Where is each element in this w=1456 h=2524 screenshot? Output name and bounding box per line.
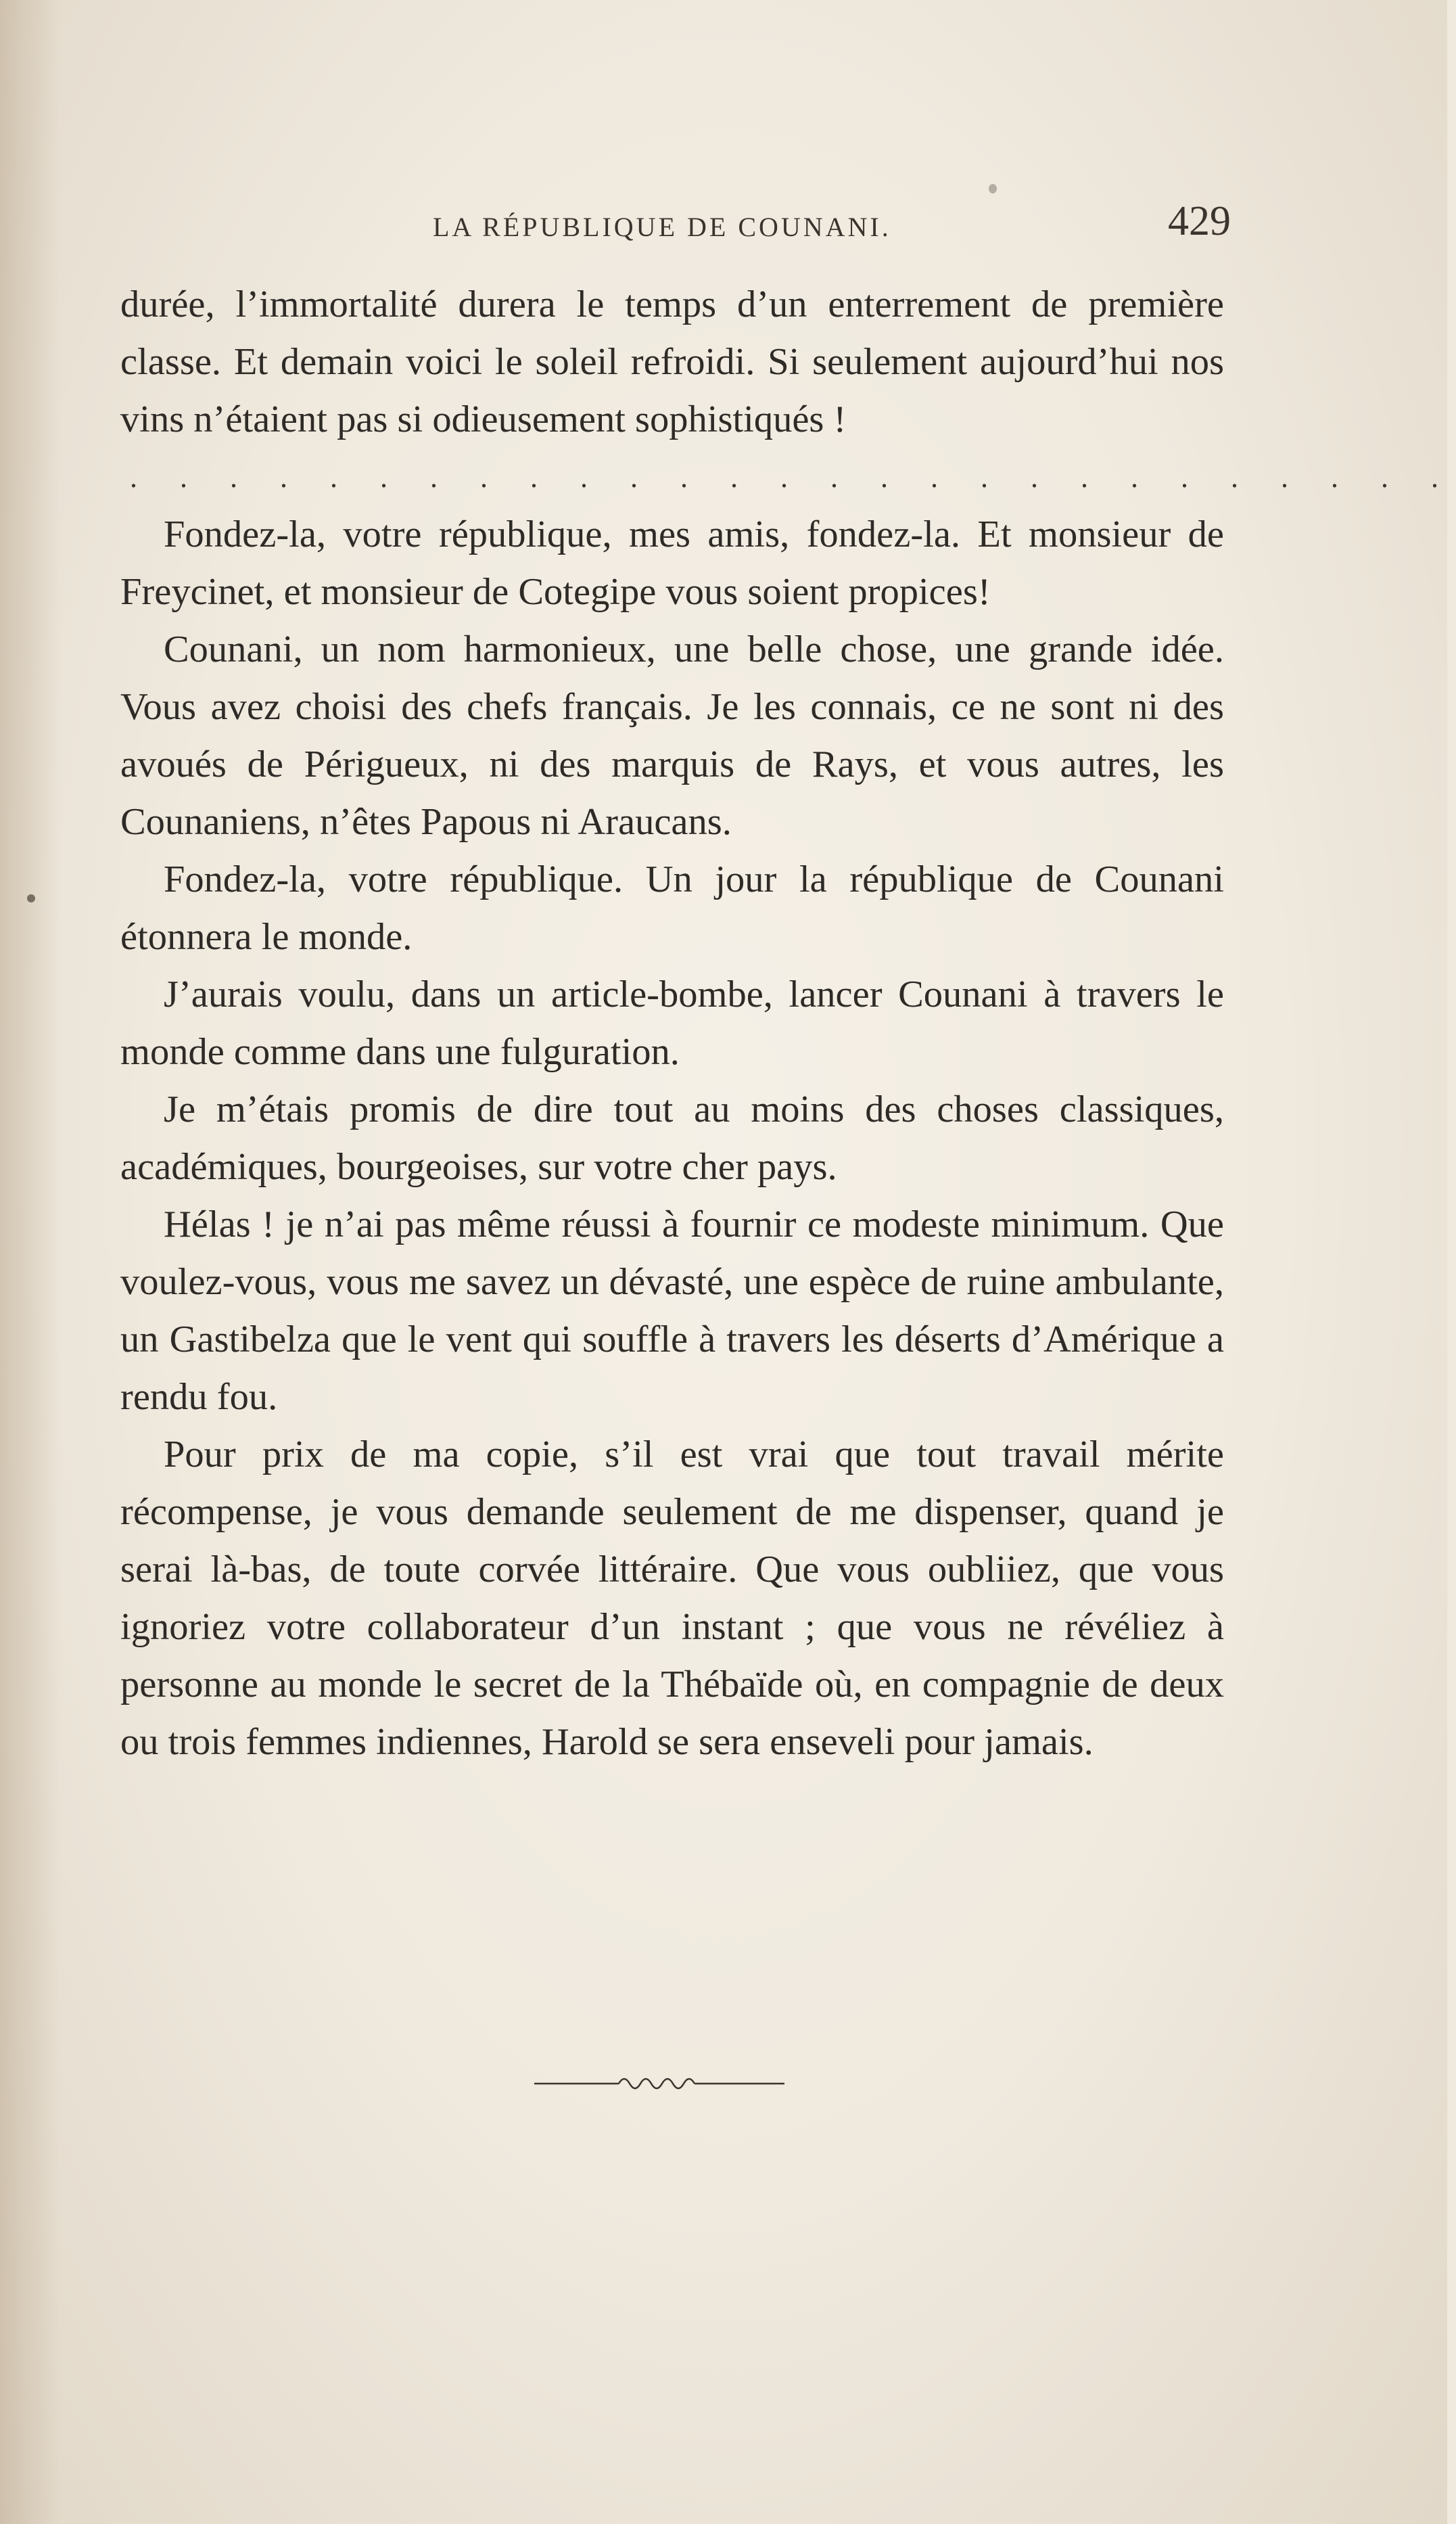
- ellipsis-separator: . . . . . . . . . . . . . . . . . . . . . . . . . . .: [130, 461, 1456, 494]
- paragraph-continuation: durée, l’immortalité durera le temps d’un enterrement de première classe. Et demain voici le soleil refroidi. Si seulement aujourd’hui nos vins n’étaient pas si odieusement sophistiqués !: [120, 283, 1224, 440]
- paragraph: Pour prix de ma copie, s’il est vrai que tout travail mérite récompense, je vous demande seulement de me dispenser, quand je serai là-bas, de toute corvée littéraire. Que vous oubliiez, que vous ignoriez votre collaborateur d’un instant ; que vous ne révéliez à personne au monde le secret de la Thébaïde où, en compagnie de deux ou trois femmes indiennes, Harold se sera enseveli pour jamais.: [120, 1433, 1224, 1763]
- paper-speck: [989, 184, 997, 193]
- paragraph: Counani, un nom harmonieux, une belle chose, une grande idée. Vous avez choisi des chefs français. Je les connais, ce ne sont ni des avoués de Périgueux, ni des marquis de Rays, et vous autres, les Counaniens, n’êtes Papous ni Araucans.: [120, 628, 1224, 843]
- body-text: [120, 276, 1456, 1771]
- paragraph: Je m’étais promis de dire tout au moins des choses classiques, académiques, bourgeoises, sur votre cher pays.: [120, 1088, 1224, 1188]
- page-number: 429: [1168, 198, 1231, 244]
- paper-speck: [27, 894, 35, 902]
- paragraph: J’aurais voulu, dans un article-bombe, lancer Counani à travers le monde comme dans une fulguration.: [120, 973, 1224, 1073]
- paragraph: Fondez-la, votre république. Un jour la république de Counani étonnera le monde.: [120, 858, 1224, 958]
- paragraph: Hélas ! je n’ai pas même réussi à fournir ce modeste minimum. Que voulez-vous, vous me savez un dévasté, une espèce de ruine ambulante, un Gastibelza que le vent qui souffle à travers les déserts d’Amérique a rendu fou.: [120, 1203, 1224, 1418]
- running-title: LA RÉPUBLIQUE DE COUNANI.: [433, 212, 891, 242]
- page-edge-shadow: [0, 0, 61, 2524]
- end-ornament: [534, 2069, 784, 2096]
- tail-ornament-icon: [534, 2069, 784, 2096]
- paragraph: Fondez-la, votre république, mes amis, fondez-la. Et monsieur de Freycinet, et monsieur de Cotegipe vous soient propices!: [120, 513, 1224, 613]
- page-header: [419, 198, 1231, 258]
